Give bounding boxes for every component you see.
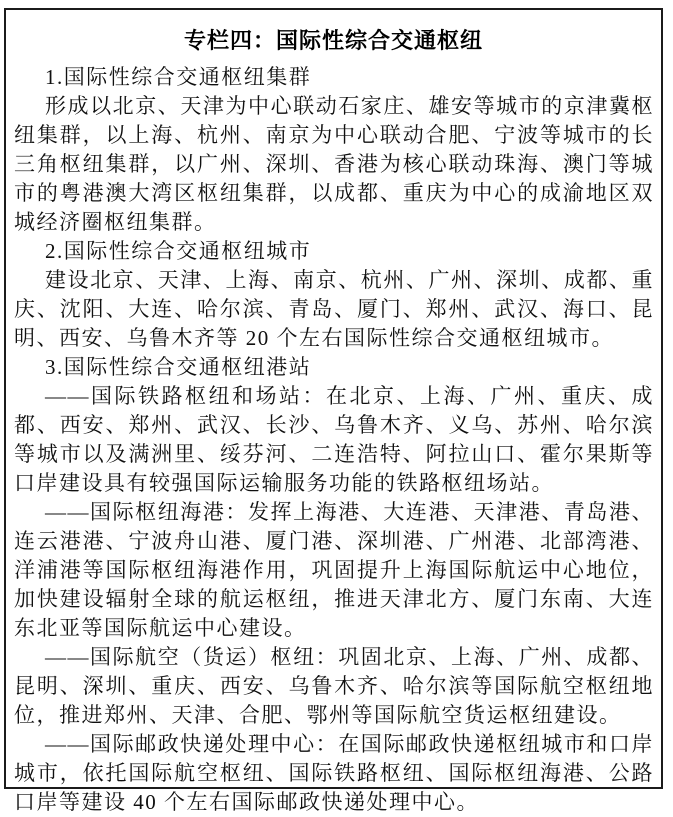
column-body [6,63,661,817]
paragraph: 建设北京、天津、上海、南京、杭州、广州、深圳、成都、重庆、沈阳、大连、哈尔滨、青岛、厦门、郑州、武汉、海口、昆明、西安、乌鲁木齐等 20 个左右国际性综合交通枢纽城市。 [14,268,654,350]
section-heading: 3.国际性综合交通枢纽港站 [45,355,312,379]
section-heading: 1.国际性综合交通枢纽集群 [45,65,312,89]
column-title: 专栏四：国际性综合交通枢纽 [183,28,483,53]
column-box [4,8,663,814]
section-hub-clusters [14,63,654,237]
paragraph-postal-express-centers: ——国际邮政快递处理中心：在国际邮政快递枢纽城市和口岸城市，依托国际航空枢纽、国际铁路枢纽、国际枢纽海港、公路口岸等建设 40 个左右国际邮政快递处理中心。 [14,732,654,814]
section-heading: 2.国际性综合交通枢纽城市 [45,239,312,263]
section-hub-ports-stations [14,353,654,817]
paragraph-air-cargo-hubs: ——国际航空（货运）枢纽：巩固北京、上海、广州、成都、昆明、深圳、重庆、西安、乌鲁木齐、哈尔滨等国际航空枢纽地位，推进郑州、天津、合肥、鄂州等国际航空货运枢纽建设。 [14,645,654,727]
section-hub-cities [14,237,654,353]
paragraph-rail-hubs: ——国际铁路枢纽和场站：在北京、上海、广州、重庆、成都、西安、郑州、武汉、长沙、乌鲁木齐、义乌、苏州、哈尔滨等城市以及满洲里、绥芬河、二连浩特、阿拉山口、霍尔果斯等口岸建设具有较强国际运输服务功能的铁路枢纽场站。 [14,384,654,495]
paragraph: 形成以北京、天津为中心联动石家庄、雄安等城市的京津冀枢纽集群，以上海、杭州、南京为中心联动合肥、宁波等城市的长三角枢纽集群，以广州、深圳、香港为核心联动珠海、澳门等城市的粤港澳大湾区枢纽集群，以成都、重庆为中心的成渝地区双城经济圈枢纽集群。 [14,94,654,234]
paragraph-sea-ports: ——国际枢纽海港：发挥上海港、大连港、天津港、青岛港、连云港港、宁波舟山港、厦门港、深圳港、广州港、北部湾港、洋浦港等国际枢纽海港作用，巩固提升上海国际航运中心地位，加快建设辐射全球的航运枢纽，推进天津北方、厦门东南、大连东北亚等国际航运中心建设。 [14,500,654,640]
